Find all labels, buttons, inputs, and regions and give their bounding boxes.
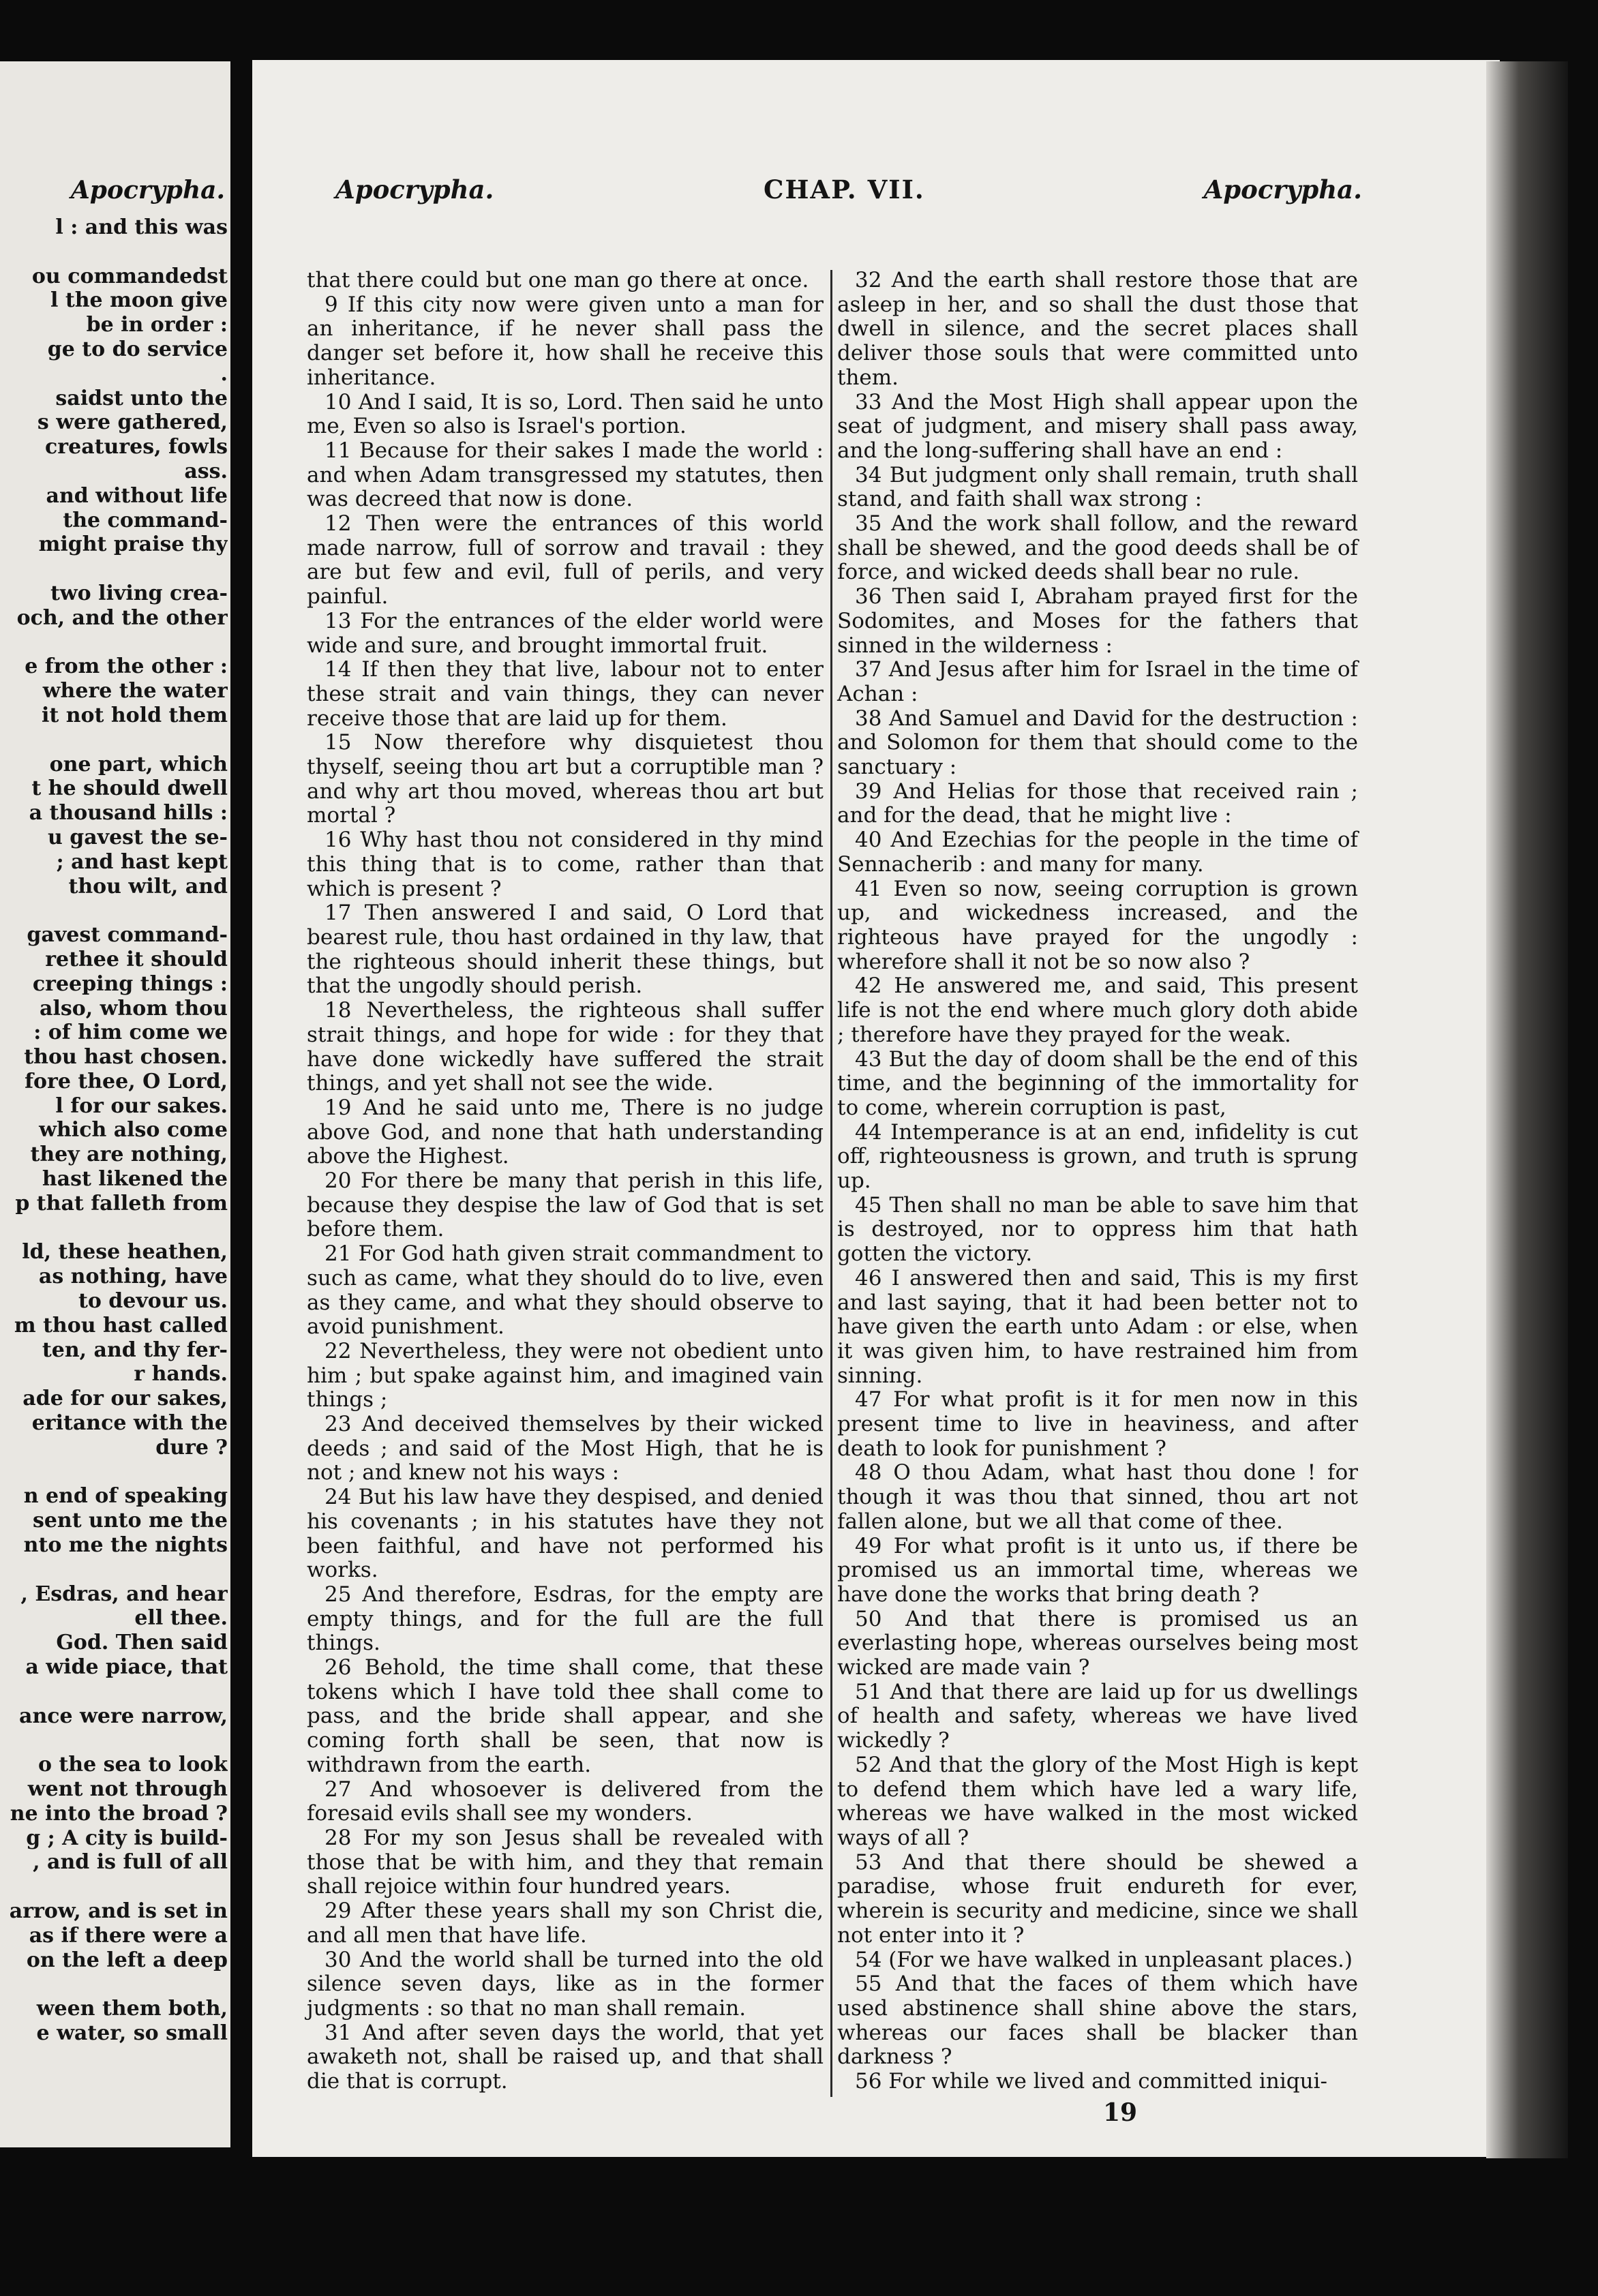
fragment-line: , Esdras, and hear xyxy=(20,1582,228,1606)
verse: 30 And the world shall be turned into the old silence seven days, like as in the former judgments : so that no man shall remain. xyxy=(307,1947,824,2021)
fragment-line: t he should dwell xyxy=(31,776,228,801)
verse: 29 After these years shall my son Christ die, and all men that have life. xyxy=(307,1899,824,1948)
fragment-line: g ; A city is build- xyxy=(26,1826,228,1850)
verse: 31 And after seven days the world, that yet awaketh not, shall be raised up, and that shall die that is corrupt. xyxy=(307,2020,824,2094)
verse: 12 Then were the entrances of this world made narrow, full of sorrow and travail : they are but few and evil, full of perils, and very painful. xyxy=(307,511,824,609)
verse: 13 For the entrances of the elder world were wide and sure, and brought immortal fruit. xyxy=(307,608,824,658)
verse: 23 And deceived themselves by their wicked deeds ; and said of the Most High, that he is not ; and knew not his ways : xyxy=(307,1412,824,1485)
verse: 21 For God hath given strait commandment to such as came, what they should do to live, even as they came, and what they should observe to avoid punishment. xyxy=(307,1241,824,1340)
verse: 38 And Samuel and David for the destruction : and Solomon for them that should come to the sanctuary : xyxy=(837,706,1358,780)
fragment-line: gavest command- xyxy=(27,923,228,948)
column-rule xyxy=(830,270,832,2097)
verse: 32 And the earth shall restore those that are asleep in her, and so shall the dust those that dwell in silence, and the secret places shall deliver those souls that were committed unto them. xyxy=(837,268,1358,390)
verse: 51 And that there are laid up for us dwellings of health and safety, whereas we have lived wickedly ? xyxy=(837,1679,1358,1753)
facing-page-header: Apocrypha. xyxy=(70,176,225,205)
fragment-line: the command- xyxy=(63,508,228,532)
verse: 10 And I said, It is so, Lord. Then said he unto me, Even so also is Israel's portion. xyxy=(307,389,824,439)
verse: 24 But his law have they despised, and denied his covenants ; in his statutes have they not been faithful, and have not performed his works. xyxy=(307,1485,824,1583)
fragment-line: : of him come we xyxy=(33,1021,228,1045)
running-head-left: Apocrypha. xyxy=(335,175,494,205)
fragment-line: a thousand hills : xyxy=(29,801,228,826)
fragment-line: rethee it should xyxy=(45,947,228,971)
fragment-line xyxy=(0,557,228,581)
fragment-line: thou hast chosen. xyxy=(24,1045,228,1070)
verse: 55 And that the faces of them which have used abstinence shall shine above the stars, whereas our faces shall be blacker than darkness ? xyxy=(837,1972,1358,2070)
fragment-line: , and is full of all xyxy=(33,1850,228,1875)
verse: 43 But the day of doom shall be the end of this time, and the beginning of the immortality for to come, wherein corruption is past, xyxy=(837,1046,1358,1120)
verse: 36 Then said I, Abraham prayed first for the Sodomites, and Moses for the fathers that sinned in the wilderness : xyxy=(837,584,1358,658)
verse: 40 And Ezechias for the people in the time of Sennacherib : and many for many. xyxy=(837,828,1358,877)
fragment-line: and without life xyxy=(46,483,228,508)
verse: 20 For there be many that perish in this life, because they despise the law of God that is set before them. xyxy=(307,1168,824,1242)
fragment-line: ass. xyxy=(184,459,228,483)
fragment-line: och, and the other xyxy=(16,605,228,630)
verse: 14 If then they that live, labour not to enter these strait and vain things, they can never receive those that are laid up for them. xyxy=(307,657,824,731)
verse: 52 And that the glory of the Most High is kept to defend them which have led a wary life, whereas we have walked in the most wicked ways of all ? xyxy=(837,1752,1358,1850)
verse: 48 O thou Adam, what hast thou done ! for though it was thou that sinned, thou art not fallen alone, but we all that come of thee. xyxy=(837,1460,1358,1534)
fragment-line: ou commandedst xyxy=(31,264,228,288)
verse: 41 Even so now, seeing corruption is grown up, and wickedness increased, and the righteous have prayed for the ungodly : wherefore shall it not be so now also ? xyxy=(837,876,1358,974)
fragment-line: God. Then said xyxy=(56,1631,228,1655)
facing-page-fragment xyxy=(0,61,237,2147)
running-head-right: Apocrypha. xyxy=(1203,175,1362,205)
verse: 16 Why hast thou not considered in thy mind this thing that is to come, rather than that which is present ? xyxy=(307,828,824,901)
fragment-line: where the water xyxy=(42,679,228,704)
fragment-line: p that falleth from xyxy=(15,1191,228,1215)
fragment-line: also, whom thou xyxy=(40,996,228,1021)
fragment-line xyxy=(0,1558,228,1582)
fragment-line: might praise thy xyxy=(38,532,228,557)
verse: 53 And that there should be shewed a paradise, whose fruit endureth for ever, wherein is security and medicine, since we shall not enter into it ? xyxy=(837,1849,1358,1948)
fragment-line: l for our sakes. xyxy=(55,1093,228,1118)
verse: 47 For what profit is it for men now in this present time to live in heaviness, and after death to look for punishment ? xyxy=(837,1387,1358,1461)
verse: 28 For my son Jesus shall be revealed with those that be with him, and they that remain shall rejoice within four hundred years. xyxy=(307,1826,824,1899)
page-number: 19 xyxy=(1103,2098,1138,2127)
fragment-line: two living crea- xyxy=(50,581,228,605)
fragment-line xyxy=(0,1728,228,1753)
fragment-line: which also come xyxy=(39,1118,228,1143)
verse: 39 And Helias for those that received rain ; and for the dead, that he might live : xyxy=(837,779,1358,828)
verse: 19 And he said unto me, There is no judge above God, and none that hath understanding above the Highest. xyxy=(307,1095,824,1169)
running-head xyxy=(252,175,1500,209)
fragment-line: creeping things : xyxy=(32,971,228,996)
fragment-line: sent unto me the xyxy=(32,1509,228,1533)
verse: 18 Nevertheless, the righteous shall suffer strait things, and hope for wide : for they that have done wickedly have suffered the strait things, and yet shall not see the wide. xyxy=(307,998,824,1096)
fragment-line: eritance with the xyxy=(31,1411,228,1436)
verse: 17 Then answered I and said, O Lord that bearest rule, thou hast ordained in thy law, that the righteous should inherit these things, but that the ungodly should perish. xyxy=(307,901,824,999)
verse: 15 Now therefore why disquietest thou thyself, seeing thou art but a corruptible man ? and why art thou moved, whereas thou art but mortal ? xyxy=(307,730,824,828)
page-edge-shadow xyxy=(1486,61,1568,2158)
fragment-line: ell thee. xyxy=(134,1606,228,1631)
fragment-line: be in order : xyxy=(86,313,228,337)
fragment-line: s were gathered, xyxy=(37,410,228,435)
fragment-line: arrow, and is set in xyxy=(9,1899,228,1923)
fragment-line: hast likened the xyxy=(42,1167,228,1192)
fragment-line: m thou hast called xyxy=(14,1313,228,1338)
verse: 50 And that there is promised us an everlasting hope, whereas ourselves being most wicked are made vain ? xyxy=(837,1606,1358,1680)
fragment-line xyxy=(0,1972,228,1997)
verse: 34 But judgment only shall remain, truth shall stand, and faith shall wax strong : xyxy=(837,462,1358,512)
verse: 44 Intemperance is at an end, infidelity is cut off, righteousness is grown, and truth is sprung up. xyxy=(837,1119,1358,1194)
fragment-line: it not hold them xyxy=(42,703,228,727)
fragment-line: they are nothing, xyxy=(30,1143,228,1167)
fragment-line: on the left a deep xyxy=(26,1948,228,1972)
fragment-line: ween them both, xyxy=(36,1997,228,2021)
fragment-line xyxy=(0,1460,228,1485)
fragment-line: ade for our sakes, xyxy=(22,1387,228,1411)
fragment-line xyxy=(0,1216,228,1241)
fragment-line: ance were narrow, xyxy=(19,1704,228,1728)
fragment-line: n end of speaking xyxy=(23,1484,228,1509)
fragment-line: o the sea to look xyxy=(37,1753,228,1777)
fragment-line xyxy=(0,240,228,265)
verse: 9 If this city now were given unto a man for an inheritance, if he never shall pass the danger set before it, how shall he receive this inheritance. xyxy=(307,292,824,390)
book-gutter xyxy=(230,55,240,2154)
fragment-line xyxy=(0,898,228,923)
verse: that there could but one man go there at once. xyxy=(307,268,809,292)
fragment-line: ld, these heathen, xyxy=(22,1240,228,1265)
fragment-line: thou wilt, and xyxy=(68,874,228,898)
fragment-line: ten, and thy fer- xyxy=(42,1338,228,1362)
right-column xyxy=(837,269,1358,2094)
fragment-line: r hands. xyxy=(134,1362,228,1387)
fragment-line: saidst unto the xyxy=(55,386,228,410)
fragment-line xyxy=(0,1875,228,1899)
fragment-line: u gavest the se- xyxy=(47,825,228,849)
fragment-line: creatures, fowls xyxy=(45,435,228,459)
left-column xyxy=(307,269,824,2094)
fragment-line: nto me the nights xyxy=(23,1533,228,1558)
fragment-line: l : and this was xyxy=(55,215,228,239)
fragment-line: ne into the broad ? xyxy=(10,1801,228,1826)
verse: 35 And the work shall follow, and the reward shall be shewed, and the good deeds shall be of force, and wicked deeds shall bear no rule. xyxy=(837,511,1358,585)
verse: 27 And whosoever is delivered from the foresaid evils shall see my wonders. xyxy=(307,1777,824,1826)
fragment-line: e from the other : xyxy=(25,654,228,679)
fragment-line: went not through xyxy=(27,1777,228,1801)
main-page xyxy=(252,60,1500,2157)
verse: 49 For what profit is it unto us, if there be promised us an immortal time, whereas we have done the works that bring death ? xyxy=(837,1533,1358,1607)
verse: 22 Nevertheless, they were not obedient unto him ; but spake against him, and imagined vain things ; xyxy=(307,1338,824,1413)
fragment-line: dure ? xyxy=(155,1435,228,1460)
fragment-line xyxy=(0,1680,228,1704)
verse: 45 Then shall no man be able to save him that is destroyed, nor to oppress him that hath gotten the victory. xyxy=(837,1192,1358,1267)
verse: 33 And the Most High shall appear upon the seat of judgment, and misery shall pass away, and the long-suffering shall have an end : xyxy=(837,389,1358,463)
fragment-line: l the moon give xyxy=(50,288,228,313)
fragment-line: ; and hast kept xyxy=(56,849,228,874)
verse: 25 And therefore, Esdras, for the empty are empty things, and for the full are the full things. xyxy=(307,1582,824,1656)
fragment-line: as if there were a xyxy=(29,1923,228,1948)
verse: 42 He answered me, and said, This present life is not the end where much glory doth abide ; therefore have they prayed for the weak. xyxy=(837,973,1358,1047)
verse: 26 Behold, the time shall come, that these tokens which I have told thee shall come to pass, and the bride shall appear, and she coming forth shall be seen, that now is withdrawn from the earth. xyxy=(307,1655,824,1777)
chapter-heading: CHAP. VII. xyxy=(764,175,925,205)
fragment-line: ge to do service xyxy=(47,337,228,361)
fragment-line: to devour us. xyxy=(78,1289,228,1314)
fragment-line: fore thee, O Lord, xyxy=(25,1069,228,1093)
verse: 56 For while we lived and committed iniqui- xyxy=(855,2069,1327,2094)
verse: 54 (For we have walked in unpleasant places.) xyxy=(855,1947,1353,1972)
facing-page-text xyxy=(0,215,228,2046)
fragment-line: . xyxy=(220,361,228,386)
fragment-line: a wide piace, that xyxy=(25,1655,228,1680)
fragment-line xyxy=(0,631,228,655)
fragment-line: e water, so small xyxy=(36,2021,228,2045)
fragment-line: one part, which xyxy=(49,752,228,776)
fragment-line xyxy=(0,728,228,753)
verse: 11 Because for their sakes I made the world : and when Adam transgressed my statutes, then was decreed that now is done. xyxy=(307,438,824,512)
verse: 37 And Jesus after him for Israel in the time of Achan : xyxy=(837,657,1358,706)
fragment-line: as nothing, have xyxy=(38,1265,228,1289)
verse: 46 I answered then and said, This is my first and last saying, that it had been better not to have given the earth unto Adam : or else, when it was given him, to have restrained him from sinning. xyxy=(837,1265,1358,1388)
